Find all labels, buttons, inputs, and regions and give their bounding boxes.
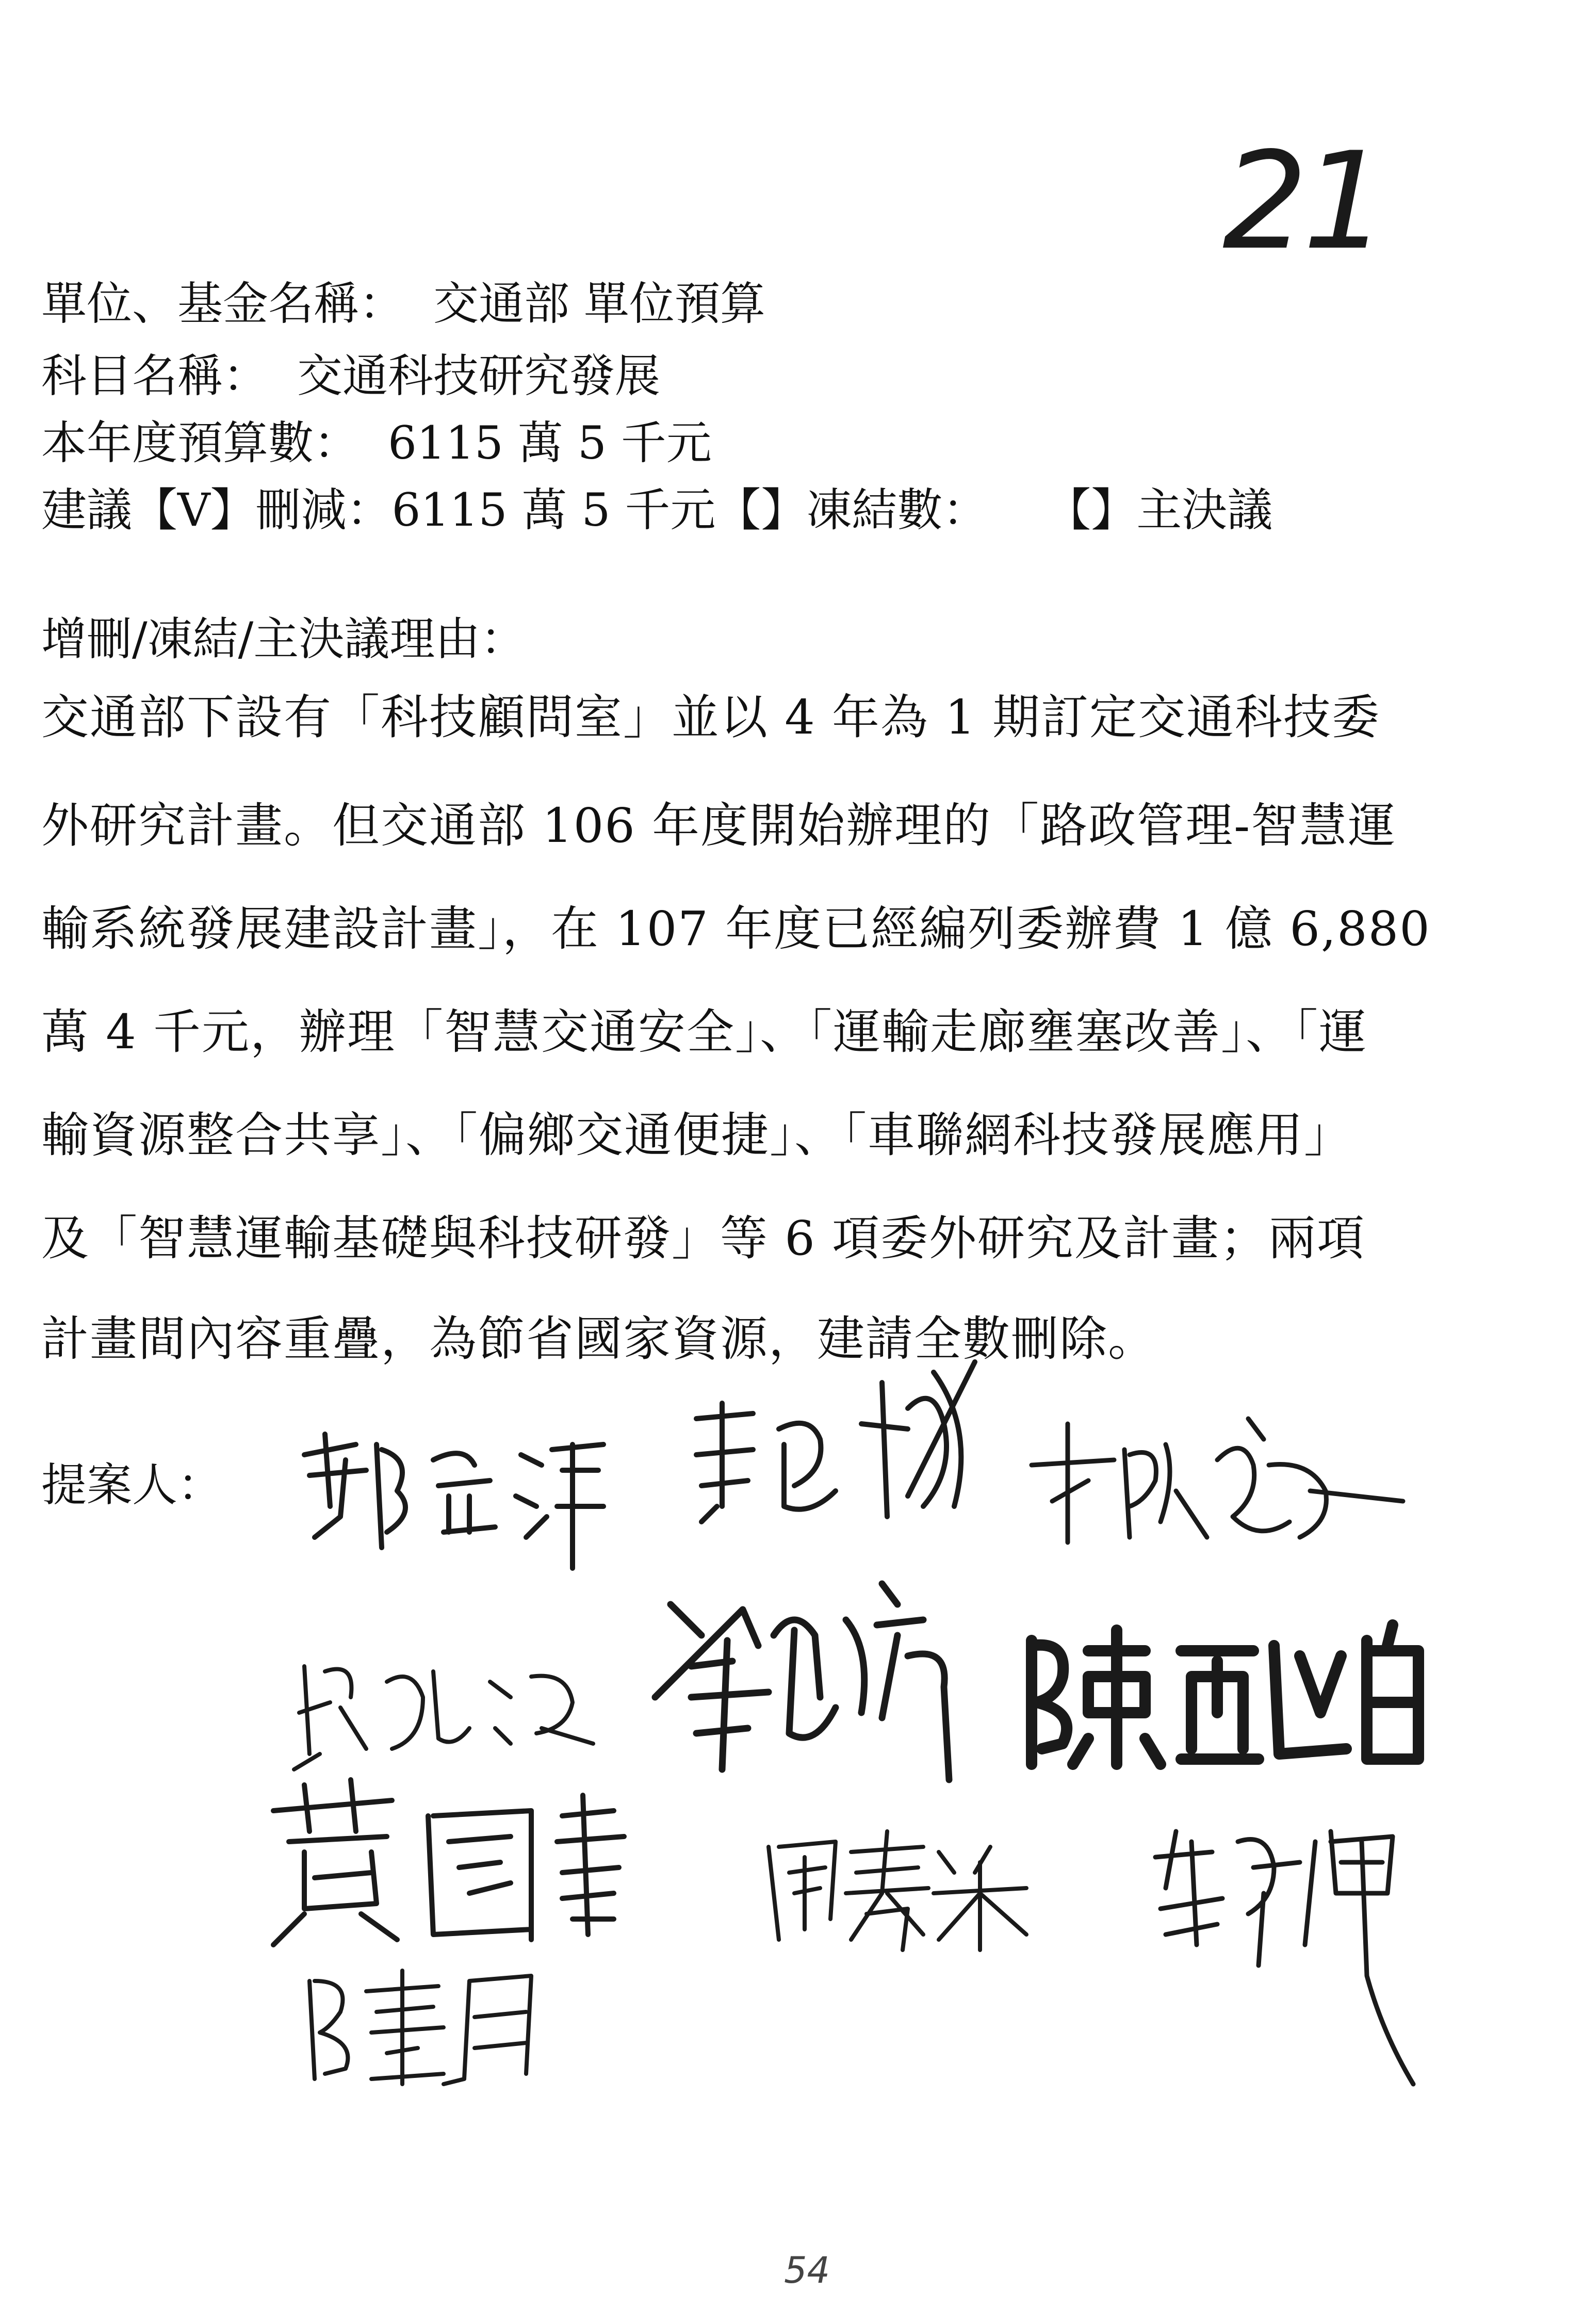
signature <box>1145 1811 1444 2100</box>
signature <box>665 1352 995 1568</box>
reason-line: 輸系統發展建設計畫」，在 107 年度已經編列委辦費 1 億 6,880 <box>41 901 1431 956</box>
reason-line: 計畫間內容重疊，為節省國家資源，建請全數刪除。 <box>41 1311 1157 1367</box>
reason-line: 及「智慧運輸基礎與科技研發」等 6 項委外研究及計畫；兩項 <box>41 1211 1366 1266</box>
reason-line: 交通部下設有「科技顧問室」並以 4 年為 1 期訂定交通科技委 <box>41 690 1381 745</box>
signature <box>748 1816 1037 1955</box>
unit-line: 單位、基金名稱： 交通部 單位預算 <box>41 277 765 330</box>
signature <box>242 1764 634 1965</box>
signature <box>294 1413 614 1599</box>
reason-line: 輸資源整合共享」、「偏鄉交通便捷」、「車聯網科技發展應用」 <box>41 1108 1353 1163</box>
reason-line: 萬 4 千元，辦理「智慧交通安全」、「運輸走廊壅塞改善」、「運 <box>41 1004 1368 1060</box>
reason-line: 外研究計畫。但交通部 106 年度開始辦理的「路政管理-智慧運 <box>41 798 1397 853</box>
footer-page-number: 54 <box>784 2249 830 2292</box>
subject-line: 科目名稱： 交通科技研究發展 <box>41 349 660 402</box>
suggestion-line: 建議【V】刪減：6115 萬 5 千元【】凍結數： 【】主決議 <box>41 483 1273 537</box>
proposers-label: 提案人： <box>41 1458 223 1512</box>
handwritten-page-number: 21 <box>1222 124 1383 280</box>
reason-heading: 增刪/凍結/主決議理由： <box>41 612 526 665</box>
signature <box>640 1563 980 1800</box>
signature <box>289 1950 578 2094</box>
budget-line: 本年度預算數： 6115 萬 5 千元 <box>41 416 712 469</box>
signature <box>1021 1388 1413 1573</box>
signature <box>1011 1610 1439 1775</box>
